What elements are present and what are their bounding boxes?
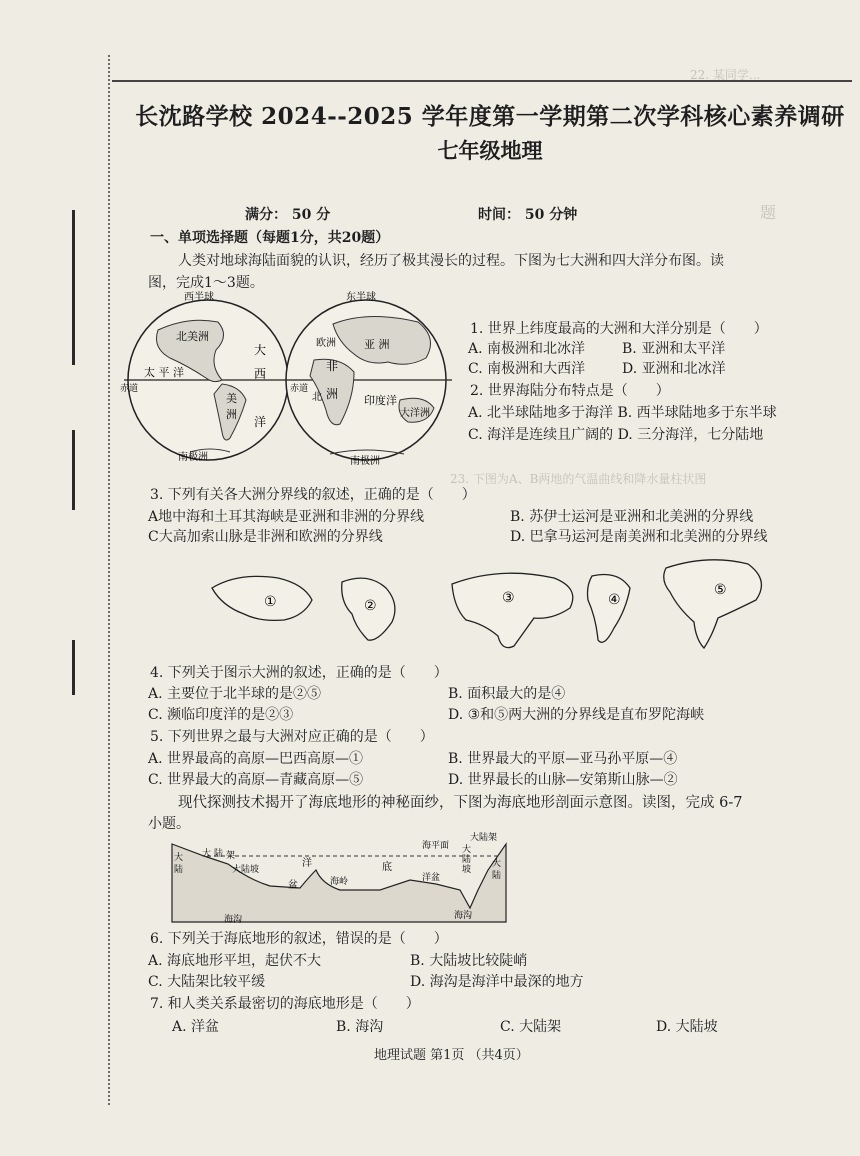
binding-bar [72, 210, 75, 365]
seafloor-label: 大 [202, 849, 212, 859]
question-option[interactable]: B. 海沟 [336, 1019, 384, 1035]
equator-label: 赤道 [120, 384, 139, 394]
exam-title: 长沈路学校 2024--2025 学年度第一学期第二次学科核心素养调研 [135, 103, 845, 130]
continent-outlines [208, 548, 788, 660]
continent-label: ③ [502, 590, 515, 606]
map-label: 亚 洲 [364, 338, 390, 351]
question-option[interactable]: B. 苏伊士运河是亚洲和北美洲的分界线 [510, 509, 754, 525]
question-option[interactable]: D. 大陆坡 [656, 1019, 718, 1035]
hemisphere-map [118, 288, 463, 468]
header-rule [112, 80, 852, 82]
question-option[interactable]: B. 亚洲和太平洋 [622, 341, 726, 357]
section-heading: 一、单项选择题（每题1分，共20题） [150, 230, 390, 246]
seafloor-label: 洋 [302, 858, 312, 869]
seafloor-label: 海沟 [224, 915, 243, 925]
question-option[interactable]: A. 主要位于北半球的是②⑤ [148, 686, 322, 702]
question-option[interactable]: C. 海洋是连续且广阔的 D. 三分海洋，七分陆地 [468, 427, 764, 443]
question-option[interactable]: C. 大陆架 [500, 1019, 562, 1035]
question-stem: 1. 世界上纬度最高的大洲和大洋分别是（ ） [470, 321, 768, 337]
binding-bar [72, 640, 75, 695]
question-stem: 7. 和人类关系最密切的海底地形是（ ） [150, 996, 420, 1012]
question-option[interactable]: C. 世界最大的高原—青藏高原—⑤ [148, 772, 364, 788]
question-option[interactable]: B. 面积最大的是④ [448, 686, 566, 702]
bleed-through: 22. 某同学... [690, 68, 761, 82]
intro-text: 现代探测技术揭开了海底地形的神秘面纱，下图为海底地形剖面示意图。读图，完成 6-7 [178, 795, 743, 811]
question-stem: 6. 下列关于海底地形的叙述，错误的是（ ） [150, 931, 448, 947]
question-option[interactable]: A地中海和土耳其海峡是亚洲和非洲的分界线 [148, 509, 425, 525]
continent-label: ④ [608, 592, 621, 608]
seafloor-label: 大陆坡 [232, 865, 260, 875]
question-option[interactable]: D. 世界最长的山脉—安第斯山脉—② [448, 772, 678, 788]
question-stem: 3. 下列有关各大洲分界线的叙述，正确的是（ ） [150, 487, 476, 503]
seafloor-label: 大 [174, 853, 184, 863]
bleed-through: 题 [760, 203, 777, 222]
seafloor-label: 底 [382, 862, 392, 873]
map-label: 欧洲 [316, 338, 336, 349]
seafloor-label: 盆 [288, 880, 298, 891]
hemisphere-west-label: 西半球 [184, 292, 214, 303]
map-label: 北 [312, 392, 322, 403]
map-label: 非 [326, 359, 339, 373]
intro-text: 人类对地球海陆面貌的认识，经历了极其漫长的过程。下图为七大洲和四大洋分布图。读 [178, 253, 724, 269]
continent-label: ② [364, 598, 377, 614]
seafloor-label: 大陆架 [470, 833, 498, 843]
map-label: 印度洋 [364, 394, 397, 407]
question-option[interactable]: D. 海沟是海洋中最深的地方 [410, 974, 584, 990]
question-option[interactable]: C. 南极洲和大西洋 [468, 361, 586, 377]
seafloor-label: 大 [462, 845, 472, 855]
question-option[interactable]: D. 巴拿马运河是南美洲和北美洲的分界线 [510, 529, 768, 545]
question-option[interactable]: D. ③和⑤两大洲的分界线是直布罗陀海峡 [448, 707, 705, 723]
seafloor-label: 海沟 [454, 911, 473, 921]
seafloor-label: 陆 [492, 871, 502, 881]
seafloor-label: 陆 [174, 865, 184, 875]
seafloor-label: 洋盆 [422, 873, 441, 883]
full-score: 满分： 50 分 [245, 207, 331, 223]
bleed-through: 23. 下图为A、B两地的气温曲线和降水量柱状图 [450, 472, 707, 486]
question-option[interactable]: C大高加索山脉是非洲和欧洲的分界线 [148, 529, 383, 545]
question-option[interactable]: A. 北半球陆地多于海洋 B. 西半球陆地多于东半球 [468, 405, 777, 421]
seafloor-label: 陆 [462, 855, 472, 865]
question-stem: 5. 下列世界之最与大洲对应正确的是（ ） [150, 729, 434, 745]
question-option[interactable]: A. 海底地形平坦，起伏不大 [148, 953, 322, 969]
seafloor-label: 坡 [462, 865, 472, 875]
map-label: 北美洲 [176, 330, 209, 343]
map-label: 南极洲 [350, 456, 380, 467]
question-option[interactable]: A. 洋盆 [172, 1019, 220, 1035]
map-label: 西 [254, 367, 267, 381]
question-option[interactable]: C. 大陆架比较平缓 [148, 974, 266, 990]
exam-time: 时间： 50 分钟 [478, 207, 578, 223]
map-label: 洋 [254, 415, 267, 429]
seafloor-label: 架 [226, 851, 236, 861]
hemisphere-east-label: 东半球 [346, 292, 376, 303]
map-label: 美 [226, 392, 237, 405]
intro-text: 小题。 [148, 816, 190, 832]
map-label: 洲 [326, 387, 339, 401]
question-stem: 2. 世界海陆分布特点是（ ） [470, 383, 670, 399]
seafloor-label: 海岭 [330, 877, 349, 887]
question-option[interactable]: C. 濒临印度洋的是②③ [148, 707, 294, 723]
map-label: 太 平 洋 [144, 366, 184, 379]
question-option[interactable]: B. 世界最大的平原—亚马孙平原—④ [448, 751, 678, 767]
question-option[interactable]: A. 世界最高的高原—巴西高原—① [148, 751, 364, 767]
map-label: 大 [254, 343, 267, 357]
binding-bar [72, 430, 75, 510]
map-label: 洲 [226, 408, 237, 421]
page-footer: 地理试题 第1页 （共4页） [374, 1048, 529, 1063]
intro-text: 图，完成1～3题。 [148, 275, 264, 291]
continent-label: ① [264, 594, 277, 610]
equator-label: 赤道 [290, 384, 309, 394]
seafloor-label: 大 [492, 859, 502, 869]
question-stem: 4. 下列关于图示大洲的叙述，正确的是（ ） [150, 665, 448, 681]
map-label: 大洋洲 [400, 408, 430, 419]
seafloor-profile [170, 830, 515, 926]
exam-subtitle: 七年级地理 [437, 138, 543, 163]
map-label: 南极洲 [178, 452, 208, 463]
question-option[interactable]: B. 大陆坡比较陡峭 [410, 953, 528, 969]
binding-margin-line [108, 55, 110, 1105]
seafloor-label: 海平面 [422, 841, 450, 851]
question-option[interactable]: A. 南极洲和北冰洋 [468, 341, 586, 357]
continent-label: ⑤ [714, 582, 727, 598]
question-option[interactable]: D. 亚洲和北冰洋 [622, 361, 726, 377]
seafloor-label: 陆 [214, 849, 224, 859]
